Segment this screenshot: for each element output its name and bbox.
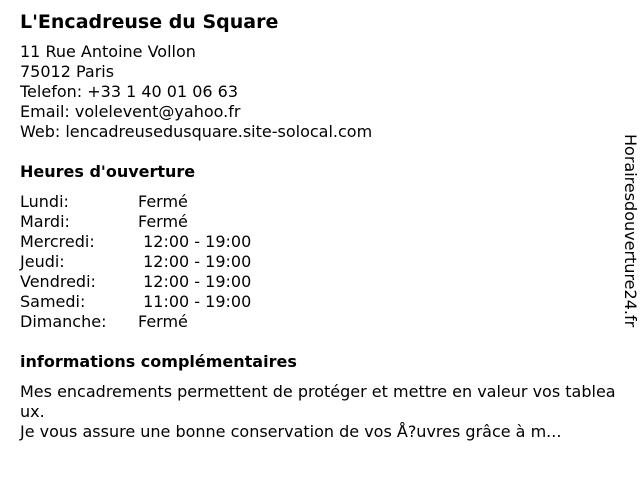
hours-day: Mardi: [20,212,70,231]
business-name: L'Encadreuse du Square [20,11,279,33]
hours-time: Fermé [138,312,188,331]
hours-day: Lundi: [20,192,69,211]
hours-row-friday [20,272,620,292]
business-card [20,10,620,442]
hours-row-monday [20,192,620,212]
hours-day: Mercredi: [20,232,95,251]
phone: Telefon: +33 1 40 01 06 63 [20,82,239,101]
hours-time: 12:00 - 19:00 [138,252,252,271]
hours-time: 11:00 - 19:00 [138,292,252,311]
email: Email: volelevent@yahoo.fr [20,102,241,121]
hours-day: Samedi: [20,292,86,311]
additional-info-line-1: Mes encadrements permettent de protéger et mettre en valeur vos tableaux. [20,382,616,421]
hours-time: Fermé [138,212,188,231]
additional-info-title: informations complémentaires [20,352,297,371]
hours-day: Vendredi: [20,272,96,291]
side-watermark [622,134,638,344]
additional-info-line-2: Je vous assure une bonne conservation de vos Å?uvres grâce à m... [20,422,562,441]
hours-day: Dimanche: [20,312,107,331]
hours-row-sunday [20,312,620,332]
hours-time: 12:00 - 19:00 [138,232,252,251]
opening-hours-table [20,192,620,332]
hours-time: 12:00 - 19:00 [138,272,252,291]
hours-row-tuesday [20,212,620,232]
hours-row-saturday [20,292,620,312]
address-line-1: 11 Rue Antoine Vollon [20,42,196,61]
watermark-text: Horairesdouverture24.fr [621,134,640,328]
hours-row-wednesday [20,232,620,252]
address-line-2: 75012 Paris [20,62,115,81]
hours-day: Jeudi: [20,252,65,271]
website: Web: lencadreusedusquare.site-solocal.com [20,122,373,141]
hours-row-thursday [20,252,620,272]
opening-hours-title: Heures d'ouverture [20,162,196,181]
hours-time: Fermé [138,192,188,211]
